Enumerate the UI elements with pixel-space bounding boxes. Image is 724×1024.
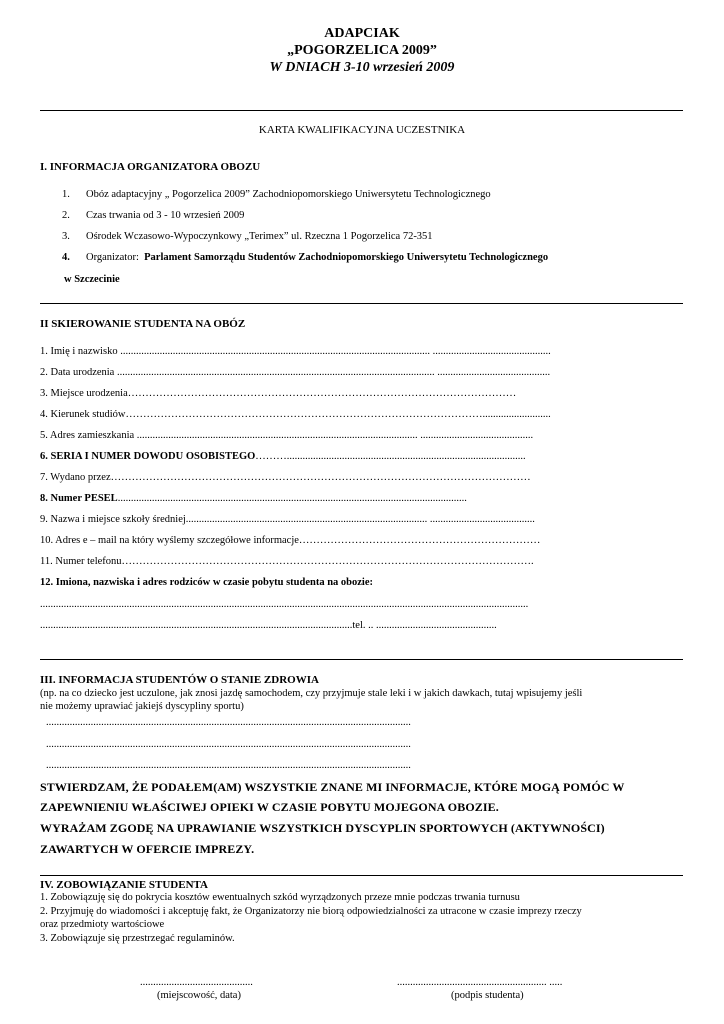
- divider: [40, 303, 683, 304]
- divider: [40, 110, 683, 111]
- section3-note: nie możemy uprawiać jakiejś dyscypliny sportu): [40, 701, 244, 712]
- field-email[interactable]: 10. Adres e – mail na który wyślemy szczegółowe informacje……………………………………………………………: [40, 535, 541, 546]
- section4-line: 3. Zobowiązuje się przestrzegać regulaminów.: [40, 933, 235, 944]
- section3-title: III. INFORMACJA STUDENTÓW O STANIE ZDROWIA: [40, 674, 319, 686]
- signature-line[interactable]: ......................................................... .....: [397, 977, 563, 988]
- field-parents-line[interactable]: ..........................................................................................................................................................................................: [40, 599, 529, 610]
- section4-line: 1. Zobowiązuję się do pokrycia kosztów ewentualnych szkód wyrządzonych przeze mnie podczas trwania turnusu: [40, 892, 520, 903]
- section3-note: (np. na co dziecko jest uczulone, jak znosi jazdę samochodem, czy przyjmuje stale leki i w jakich dawkach, tutaj wpisujemy jeśli: [40, 688, 583, 699]
- field-address[interactable]: 5. Adres zamieszkania ........................................................................................................... ...........................................: [40, 430, 534, 441]
- section1-item: 2. Czas trwania od 3 - 10 wrzesień 2009: [62, 210, 245, 221]
- field-parents-phone-line[interactable]: .......................................................................................................................tel. .. ..............................................: [40, 620, 497, 631]
- place-date-label: (miejscowość, data): [157, 990, 241, 1001]
- field-pesel[interactable]: 8. Numer PESEL.....................................................................................................................................: [40, 493, 467, 504]
- field-id-number[interactable]: 6. SERIA I NUMER DOWODU OSOBISTEGO………...........................................................................................: [40, 451, 526, 462]
- health-line[interactable]: ...........................................................................................................................................: [46, 739, 411, 750]
- field-study-direction[interactable]: 4. Kierunek studiów…………………………………………………………………………………………..........................: [40, 409, 551, 420]
- field-birth-date[interactable]: 2. Data urodzenia ......................................................................................................................... ...........................................: [40, 367, 551, 378]
- health-line[interactable]: ...........................................................................................................................................: [46, 717, 411, 728]
- header-line3: W DNIACH 3-10 wrzesień 2009: [269, 60, 455, 75]
- section4-title: IV. ZOBOWIĄZANIE STUDENTA: [40, 879, 208, 891]
- field-high-school[interactable]: 9. Nazwa i miejsce szkoły średniej............................................................................................ ........................................: [40, 514, 535, 525]
- field-birth-place[interactable]: 3. Miejsce urodzenia…………………………………………………………………………………………………: [40, 388, 517, 399]
- health-line[interactable]: ...........................................................................................................................................: [46, 760, 411, 771]
- signature-label: (podpis studenta): [451, 990, 524, 1001]
- field-parents-label: 12. Imiona, nazwiska i adres rodziców w czasie pobytu studenta na obozie:: [40, 577, 374, 588]
- consent-text: WYRAŻAM ZGODĘ NA UPRAWIANIE WSZYSTKICH DYSCYPLIN SPORTOWYCH (AKTYWNOŚCI): [40, 821, 605, 835]
- section1-title: I. INFORMACJA ORGANIZATORA OBOZU: [40, 161, 261, 173]
- field-issued-by[interactable]: 7. Wydano przez…………………………………………………………………………………………………………: [40, 472, 531, 483]
- section2-title: II SKIEROWANIE STUDENTA NA OBÓZ: [40, 318, 246, 330]
- divider: [40, 659, 683, 660]
- field-phone[interactable]: 11. Numer telefonu……………………………………………………………………………………………………….: [40, 556, 534, 567]
- section1-item: 1. Obóz adaptacyjny „ Pogorzelica 2009” Zachodniopomorskiego Uniwersytetu Technologicznego: [62, 189, 491, 200]
- section1-item-organizer: 4. Organizator: Parlament Samorządu Studentów Zachodniopomorskiego Uniwersytetu Technologicznego: [62, 252, 549, 263]
- section1-item: 3. Ośrodek Wczasowo-Wypoczynkowy „Terimex” ul. Rzeczna 1 Pogorzelica 72-351: [62, 231, 433, 242]
- section1-organizer-city: w Szczecinie: [64, 274, 120, 285]
- section4-line: oraz przedmioty wartościowe: [40, 919, 165, 930]
- statement-text: STWIERDZAM, ŻE PODAŁEM(AM) WSZYSTKIE ZNANE MI INFORMACJE, KTÓRE MOGĄ POMÓC W: [40, 780, 625, 794]
- divider: [40, 875, 683, 876]
- section4-line: 2. Przyjmuję do wiadomości i akceptuję fakt, że Organizatorzy nie biorą odpowiedzialności za utracone w czasie imprezy rzeczy: [40, 906, 582, 917]
- statement-text: ZAPEWNIENIU WŁAŚCIWEJ OPIEKI W CZASIE POBYTU MOJEGONA OBOZIE.: [40, 800, 499, 814]
- consent-text: ZAWARTYCH W OFERCIE IMPREZY.: [40, 842, 255, 856]
- place-date-line[interactable]: ...........................................: [140, 977, 253, 988]
- card-title: KARTA KWALIFIKACYJNA UCZESTNIKA: [258, 124, 466, 136]
- header-line1: ADAPCIAK: [324, 26, 400, 41]
- field-name[interactable]: 1. Imię i nazwisko ...................................................................................................................... .............................................: [40, 346, 551, 357]
- header-line2: „POGORZELICA 2009”: [287, 43, 437, 58]
